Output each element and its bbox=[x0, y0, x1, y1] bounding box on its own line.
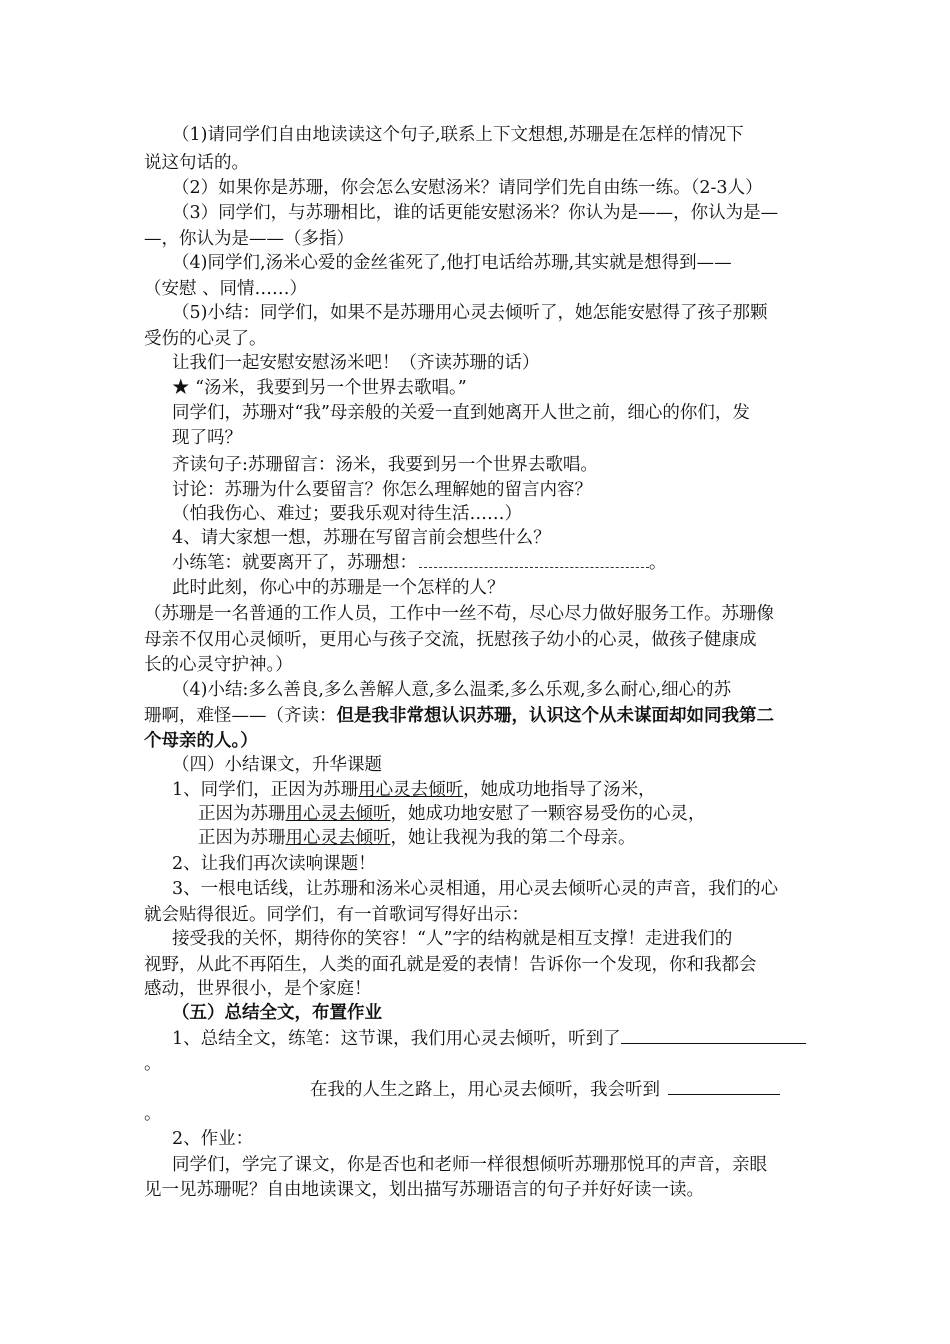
paragraph-line: 就会贴得很近。同学们，有一首歌词写得好出示： bbox=[144, 905, 529, 925]
bold-quote: 但是我非常想认识苏珊，认识这个从未谋面却如同我第二 bbox=[336, 706, 774, 726]
paragraph-line: 2、作业： bbox=[172, 1129, 254, 1149]
underlined-phrase: 用心灵去倾听 bbox=[358, 780, 464, 800]
blank-line[interactable] bbox=[621, 1025, 806, 1044]
paragraph-line: （3）同学们，与苏珊相比，谁的话更能安慰汤米？你认为是——，你认为是— bbox=[172, 203, 779, 223]
section-heading: （四）小结课文，升华课题 bbox=[172, 755, 382, 775]
blank-line[interactable] bbox=[668, 1076, 780, 1095]
paragraph-line: （5)小结：同学们，如果不是苏珊用心灵去倾听了，她怎能安慰得了孩子那颗 bbox=[172, 303, 768, 323]
paragraph-line: 4、请大家想一想，苏珊在写留言前会想些什么？ bbox=[172, 528, 551, 548]
practice-prompt: 1、总结全文，练笔：这节课，我们用心灵去倾听，听到了 bbox=[172, 1029, 621, 1049]
star-quote-line: ★ “汤米，我要到另一个世界去歌唱。” bbox=[172, 378, 467, 398]
underlined-phrase: 用心灵去倾听 bbox=[285, 828, 391, 848]
paragraph-line bbox=[198, 801, 866, 827]
bold-quote-end: 个母亲的人。） bbox=[144, 731, 258, 751]
paragraph-line: （1)请同学们自由地读读这个句子,联系上下文想想,苏珊是在怎样的情况下 bbox=[172, 125, 744, 145]
text-segment: 正因为苏珊 bbox=[198, 804, 286, 824]
practice-prompt: 在我的人生之路上，用心灵去倾听，我会听到 bbox=[310, 1080, 660, 1100]
paragraph-line: （安慰 、同情……） bbox=[144, 279, 308, 299]
blank-line[interactable] bbox=[419, 553, 649, 568]
text-segment: ，她让我视为我的第二个母亲。 bbox=[390, 828, 636, 848]
paragraph-line: 受伤的心灵了。 bbox=[144, 329, 267, 349]
paragraph-line bbox=[198, 825, 866, 851]
practice-line bbox=[172, 1025, 840, 1052]
paragraph-line: （2）如果你是苏珊，你会怎么安慰汤米？请同学们先自由练一练。（2-3人） bbox=[172, 178, 763, 198]
text-segment: 珊啊，难怪——（齐读： bbox=[144, 706, 337, 726]
paragraph-line: 见一见苏珊呢？自由地读课文，划出描写苏珊语言的句子并好好读一读。 bbox=[144, 1180, 704, 1200]
paragraph-line: 母亲不仅用心灵倾听，更用心与孩子交流，抚慰孩子幼小的心灵，做孩子健康成 bbox=[144, 630, 757, 650]
text-segment: 正因为苏珊 bbox=[198, 828, 286, 848]
paragraph-line: 同学们，学完了课文，你是否也和老师一样很想倾听苏珊那悦耳的声音，亲眼 bbox=[172, 1155, 767, 1175]
lyric-line: 接受我的关怀，期待你的笑容！“人”字的结构就是相互支撑！走进我们的 bbox=[172, 929, 733, 949]
paragraph-line: 2、让我们再次读响课题！ bbox=[172, 854, 376, 874]
section-heading: （五）总结全文，布置作业 bbox=[172, 1003, 382, 1023]
text-segment: 1、同学们，正因为苏珊 bbox=[172, 780, 359, 800]
text-segment: ，她成功地指导了汤米， bbox=[463, 780, 656, 800]
paragraph-line: （怕我伤心、难过；要我乐观对待生活……） bbox=[172, 504, 522, 524]
practice-line bbox=[172, 550, 840, 576]
period: 。 bbox=[649, 553, 667, 573]
paragraph-line: 此时此刻，你心中的苏珊是一个怎样的人？ bbox=[172, 578, 505, 598]
underlined-phrase: 用心灵去倾听 bbox=[285, 804, 391, 824]
period: 。 bbox=[144, 1054, 162, 1074]
paragraph-line: 讨论：苏珊为什么要留言？你怎么理解她的留言内容？ bbox=[172, 480, 592, 500]
lyric-line: 视野，从此不再陌生，人类的面孔就是爱的表情！告诉你一个发现，你和我都会 bbox=[144, 955, 757, 975]
paragraph-line: —，你认为是——（多指） bbox=[144, 229, 354, 249]
paragraph-line: 3、一根电话线，让苏珊和汤米心灵相通，用心灵去倾听心灵的声音，我们的心 bbox=[172, 879, 779, 899]
paragraph-line: 让我们一起安慰安慰汤米吧！（齐读苏珊的话） bbox=[172, 353, 540, 373]
paragraph-line bbox=[172, 777, 840, 803]
paragraph-line: 现了吗？ bbox=[172, 428, 242, 448]
paragraph-line: （苏珊是一名普通的工作人员，工作中一丝不苟，尽心尽力做好服务工作。苏珊像 bbox=[144, 604, 774, 624]
paragraph-line: （4)小结:多么善良,多么善解人意,多么温柔,多么乐观,多么耐心,细心的苏 bbox=[172, 680, 732, 700]
paragraph-line: （4)同学们,汤米心爱的金丝雀死了,他打电话给苏珊,其实就是想得到—— bbox=[172, 253, 732, 273]
paragraph-line bbox=[144, 703, 812, 729]
paragraph-line: 同学们，苏珊对“我”母亲般的关爱一直到她离开人世之前，细心的你们，发 bbox=[172, 403, 750, 423]
practice-prompt: 小练笔：就要离开了，苏珊想： bbox=[172, 553, 417, 573]
text-segment: ，她成功地安慰了一颗容易受伤的心灵， bbox=[390, 804, 706, 824]
paragraph-line: 长的心灵守护神。） bbox=[144, 655, 293, 675]
paragraph-line: 齐读句子:苏珊留言：汤米，我要到另一个世界去歌唱。 bbox=[172, 455, 598, 475]
paragraph-line: 说这句话的。 bbox=[144, 153, 249, 173]
practice-line bbox=[310, 1076, 812, 1103]
period: 。 bbox=[144, 1104, 162, 1124]
lyric-line: 感动，世界很小，是个家庭！ bbox=[144, 979, 372, 999]
